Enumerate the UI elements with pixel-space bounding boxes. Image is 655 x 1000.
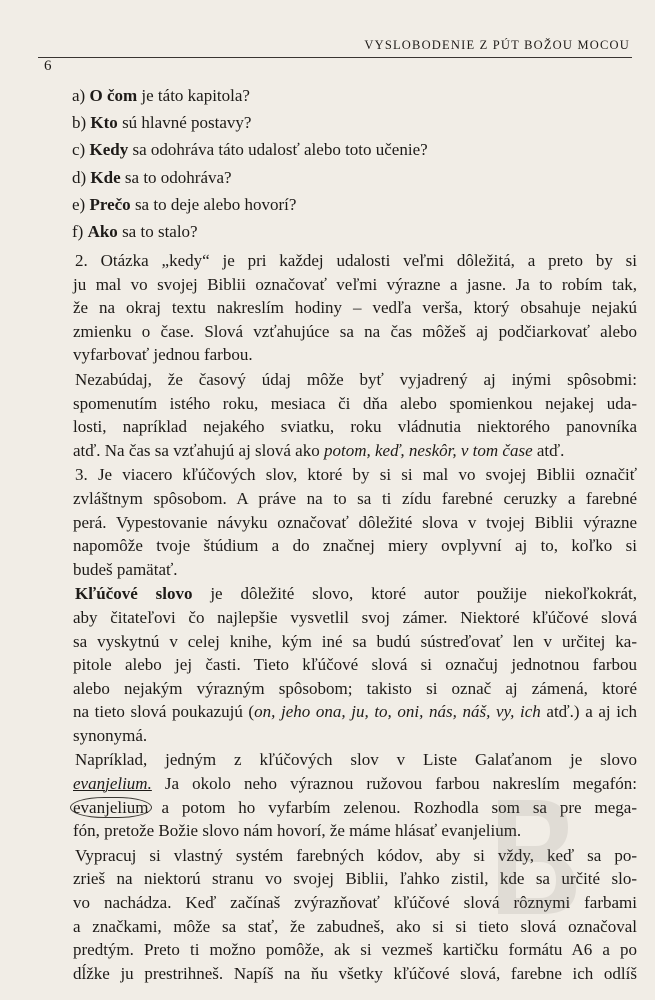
text-line: aby čitateľovi čo najlepšie vysvetlil svoj zámer. Niektoré kľúčové slová bbox=[73, 607, 637, 627]
text-line: vyfarbovať jednou farbou. bbox=[73, 345, 253, 365]
list-item: a) O čom je táto kapitola? bbox=[72, 86, 250, 105]
paragraph-time bbox=[73, 368, 637, 462]
text-line: napomôže tvoje štúdium a do značnej miery ovplyvní aj to, koľko si bbox=[73, 536, 637, 556]
text-line: evanjelium. Ja okolo neho výraznou ružovou farbou nakreslím megafón: bbox=[73, 774, 637, 794]
paragraph-example bbox=[73, 748, 637, 842]
text-line: alebo nejakým výrazným spôsobom; takisto si označ aj zámená, ktoré bbox=[73, 678, 637, 698]
paragraph-keywords bbox=[73, 463, 637, 581]
list-item: f) Ako sa to stalo? bbox=[72, 221, 198, 241]
question-list bbox=[72, 84, 428, 247]
page-number: 6 bbox=[44, 58, 52, 74]
text-line: že na okraj textu nakreslím hodiny – vedľa verša, ktorý obsahuje nejakú bbox=[73, 298, 637, 318]
text-line: evanjelium a potom ho vyfarbím zelenou. Rozhodla som sa pre mega- bbox=[73, 796, 637, 820]
text-line: dĺžke ju prestrihneš. Napíš na ňu všetky kľúčové slová, farebne ich odlíš bbox=[73, 963, 637, 983]
text-line: Vypracuj si vlastný systém farebných kódov, aby si vždy, keď sa po- bbox=[75, 845, 637, 865]
text-line: predtým. Preto ti možno pomôže, ak si vezmeš kartičku formátu A6 a po bbox=[73, 940, 637, 960]
text-line: zmienku o čase. Slová vzťahujúce sa na čas môžeš aj podčiarkovať alebo bbox=[73, 321, 637, 341]
text-line: synonymá. bbox=[73, 725, 148, 745]
underlined-word: evanjelium. bbox=[73, 774, 152, 794]
paragraph-when bbox=[73, 249, 637, 367]
text-line: zvláštnym spôsobom. A práve na to sa ti zídu farebné ceruzky a farebné bbox=[73, 488, 637, 508]
text-line: sa vyskytnú v celej knihe, kým iné sa budú sústreďovať len v určitej ka- bbox=[73, 631, 637, 651]
text-line: spomenutím istého roku, mesiaca či dňa alebo spomienkou nejakej uda- bbox=[73, 393, 637, 413]
text-line: atď. Na čas sa vzťahujú aj slová ako potom, keď, neskôr, v tom čase atď. bbox=[73, 440, 565, 460]
text-line: Kľúčové slovo je dôležité slovo, ktoré autor použije niekoľkokrát, bbox=[75, 584, 637, 604]
text-line: budeš pamätať. bbox=[73, 559, 178, 579]
list-item: d) Kde sa to odohráva? bbox=[72, 167, 232, 187]
text-line: 2. Otázka „kedy“ je pri každej udalosti veľmi dôležitá, a preto by si bbox=[75, 251, 637, 270]
text-line: fón, pretože Božie slovo nám hovorí, že máme hlásať evanjelium. bbox=[73, 821, 522, 841]
list-item: c) Kedy sa odohráva táto udalosť alebo toto učenie? bbox=[72, 140, 428, 160]
text-line: perá. Vypestovanie návyku označovať dôležité slova v tvojej Biblii výrazne bbox=[73, 512, 637, 532]
header-rule bbox=[38, 57, 632, 58]
text-line: ju mal vo svojej Biblii označovať veľmi výrazne a jasne. Ja to robím tak, bbox=[73, 274, 637, 294]
list-item: e) Prečo sa to deje alebo hovorí? bbox=[72, 194, 297, 214]
text-line: 3. Je viacero kľúčových slov, ktoré by si si mal vo svojej Biblii označiť bbox=[75, 465, 637, 485]
text-line: a značkami, môže sa stať, že zabudneš, ako si si tieto slová označoval bbox=[73, 916, 637, 936]
text-line: pitole alebo jej časti. Tieto kľúčové slová si označuj jednotnou farbou bbox=[73, 655, 637, 675]
body-text bbox=[73, 249, 637, 985]
text-line: zrieš na niektorú stranu vo svojej Biblii, ľahko zistil, kde sa určité slo- bbox=[73, 869, 637, 889]
paragraph-keyword-definition bbox=[73, 582, 637, 747]
paragraph-color-codes bbox=[73, 844, 637, 986]
text-line: na tieto slová poukazujú (on, jeho ona, ju, to, oni, nás, náš, vy, ich atď.) a aj ich bbox=[73, 702, 638, 722]
running-title: VYSLOBODENIE Z PÚT BOŽOU MOCOU bbox=[364, 38, 630, 52]
circled-word: evanjelium bbox=[70, 797, 152, 818]
text-line: losti, napríklad nejakého sviatku, roku vládnutia niektorého panovníka bbox=[73, 417, 637, 437]
text-line: vo nachádza. Keď začínaš zvýrazňovať kľúčové slová rôznymi farbami bbox=[73, 893, 637, 913]
text-line: Napríklad, jedným z kľúčových slov v Liste Galaťanom je slovo bbox=[75, 750, 637, 770]
text-line: Nezabúdaj, že časový údaj môže byť vyjadrený aj inými spôsobmi: bbox=[75, 369, 637, 389]
list-item: b) Kto sú hlavné postavy? bbox=[72, 113, 252, 133]
